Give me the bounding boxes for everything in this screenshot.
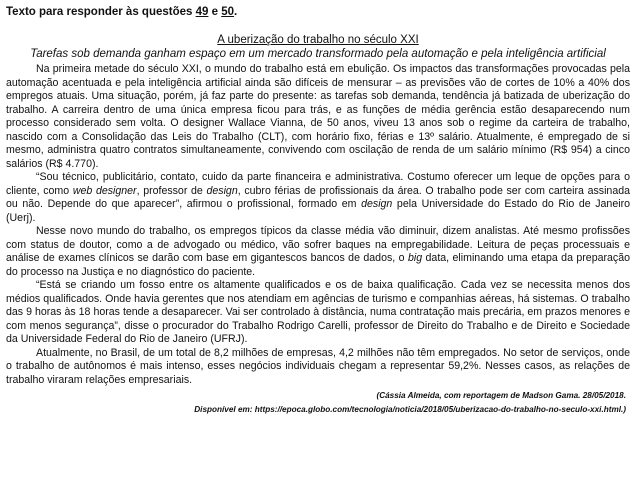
paragraph-text: , cubro férias de profissionais da área. O trabalho pode ser com carteira assinada ou não. Depende do que aparecer”, afirmou o profissional, formado em [6, 184, 631, 210]
article-paragraph-2 [6, 171, 630, 225]
paragraph-text: , professor de [136, 184, 207, 197]
question-ref-49: 49 [195, 6, 209, 18]
paragraph-text: data, eliminando uma etapa da preparação do processo na Justiça e no diagnóstico do paciente. [6, 252, 630, 278]
paragraph-text: Na primeira metade do século XXI, o mundo do trabalho está em ebulição. Os impactos das transformações provocadas pela automação acentuada e pela inteligência artificial ainda são difíceis de mensurar – as previsões vão de cortes de 10% a 40% dos empregos atuais. Uma situação, porém, já faz parte do presente: as tarefas sob demanda, tendência já batizada de uberização do trabalho. A carreira dentro de uma única empresa ficou para trás, e as funções de média gerência estão desaparecendo num processo considerado sem volta. O designer Wallace Vianna, de 50 anos, viveu 13 anos sob o regime da carteira de trabalho, nascido com a Consolidação das Leis do Trabalho (CLT), com horário fixo, férias e 13º salário. Atualmente, é empregado de si mesmo, administra quatro contratos simultaneamente, convivendo com oscilação de renda de um salário mínimo (R$ 954) a cinco salários (R$ 4.770). [6, 63, 630, 170]
paragraph-text: “Sou técnico, publicitário, contato, cuido da parte financeira e administrativa. Costumo oferecer um leque de opções para o cliente, como [6, 171, 630, 197]
paragraph-text: “Está se criando um fosso entre os altamente qualificados e os de baixa qualificação. Cada vez se necessita menos dos médios qualificados. Onde havia gerentes que nos atendiam em agências de turismo e companhias aéreas, há sistemas. O trabalho das 9 horas às 18 horas tende a desaparecer. Vai ser controlado à distância, numa contratação mais precária, em prazos menores e com menos segurança”, disse o procurador do Trabalho Rodrigo Carelli, professor de Direito do Trabalho e de Direito e Sociedade da Universidade Federal do Rio de Janeiro (UFRJ). [6, 279, 630, 345]
source-availability: Disponível em: https://epoca.globo.com/tecnologia/noticia/2018/05/uberizacao-do-trabalho-no-seculo-xxi.html.) [194, 405, 626, 414]
question-ref-50: 50 [221, 6, 234, 18]
intro-suffix: . [234, 6, 238, 18]
foreign-term: design [361, 198, 393, 210]
article-paragraph-4 [6, 279, 630, 347]
paragraph-text: Nesse novo mundo do trabalho, os empregos típicos da classe média vão diminuir, dizem analistas. Até mesmo profissões com status de doutor, como a de advogado ou médico, vão sofrer baques na empregabilidade. Leitura de peças processuais e análise de exames clínicos se darão com base em gigantescos bancos de dados, o [6, 225, 630, 264]
article-paragraph-1 [6, 63, 630, 171]
article-title: A uberização do trabalho no século XXI [217, 34, 419, 46]
paragraph-text: pela Universidade do Estado do Rio de Janeiro (Uerj). [6, 198, 630, 224]
article-subtitle: Tarefas sob demanda ganham espaço em um mercado transformado pela automação e pela inteligência artificial [30, 48, 606, 60]
foreign-term: design [206, 184, 238, 197]
foreign-term: web designer [72, 184, 137, 197]
article-paragraph-5 [6, 347, 630, 388]
questions-intro [6, 5, 630, 19]
foreign-term: big [407, 252, 423, 264]
intro-prefix: Texto para responder às questões [6, 6, 196, 18]
intro-connector: e [208, 6, 222, 18]
paragraph-text: Atualmente, no Brasil, de um total de 8,2 milhões de empresas, 4,2 milhões não têm empregados. No setor de serviços, onde o trabalho de autônomos é mais intenso, esses negócios individuais chegam a representar 59,2%. Nesses casos, as relações de trabalho viraram relações empresariais. [6, 346, 630, 386]
source-credit: (Cássia Almeida, com reportagem de Madson Gama. 28/05/2018. [376, 391, 626, 400]
article-paragraph-3 [6, 225, 630, 279]
